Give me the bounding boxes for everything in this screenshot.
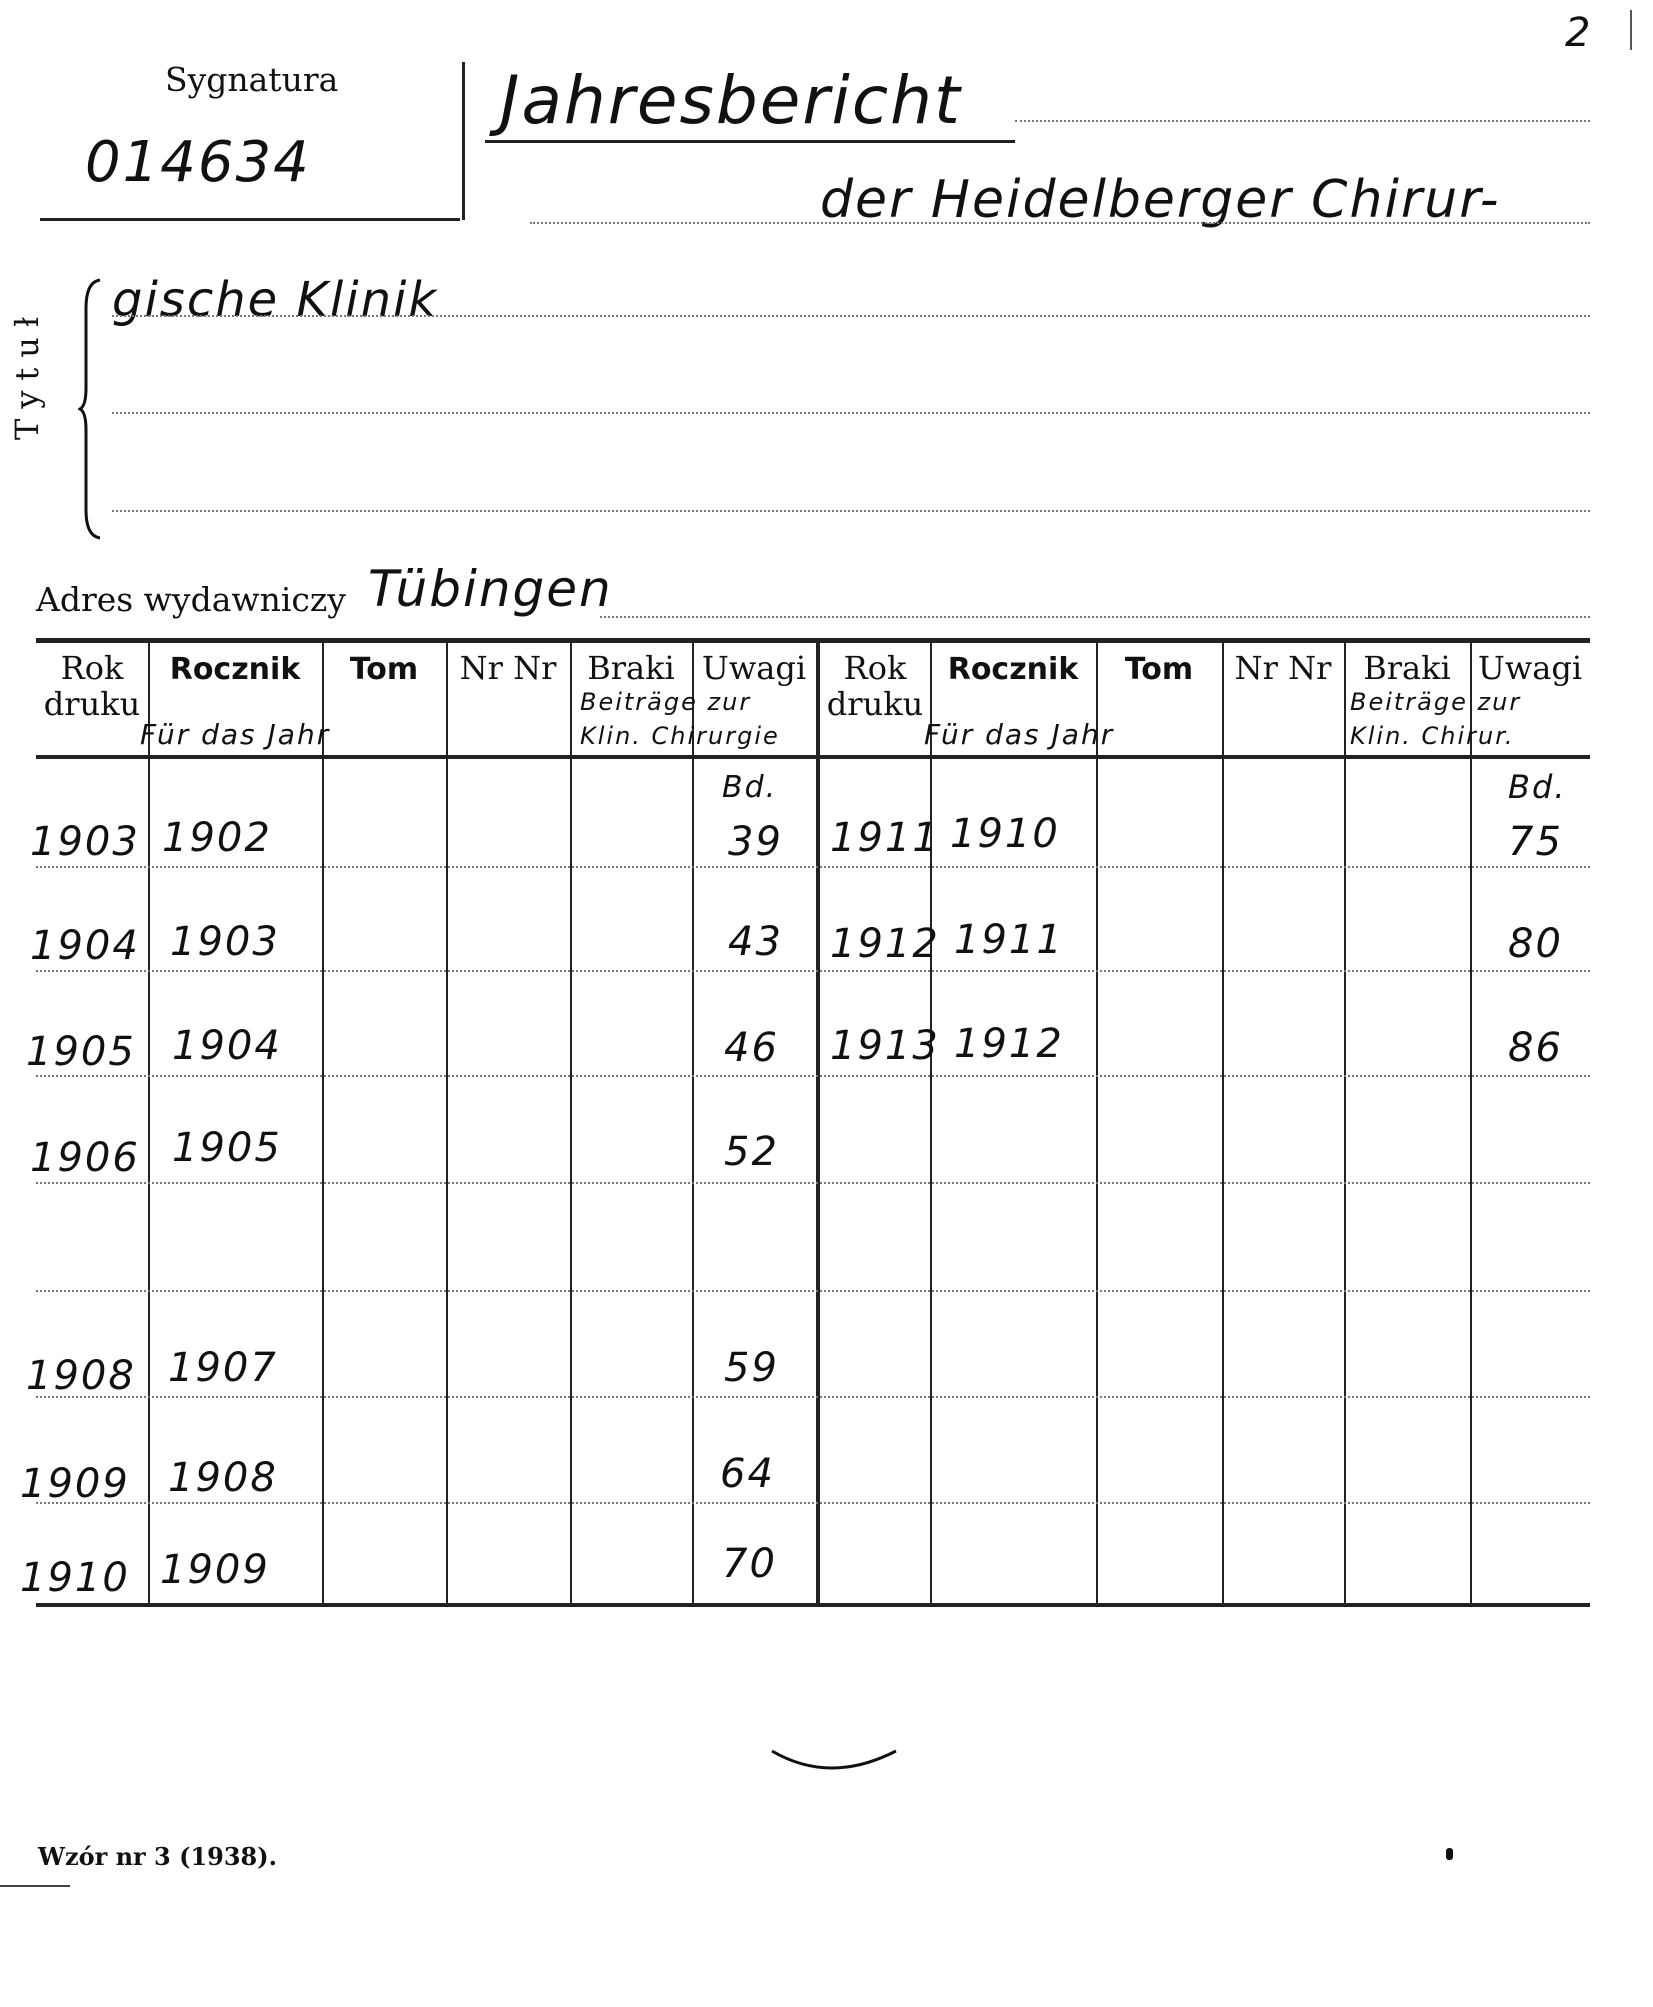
rok-druku-cell: 1909 <box>20 1461 130 1507</box>
rocznik-cell: 1905 <box>172 1125 282 1171</box>
header-rok-druku: Rok druku <box>826 649 924 723</box>
header-nrnr: Nr Nr <box>459 649 557 687</box>
row-separator <box>36 866 1590 868</box>
uwagi-cell: 52 <box>724 1129 779 1175</box>
edge-mark <box>0 1885 70 1887</box>
rok-druku-cell: 1904 <box>30 923 140 969</box>
col-divider <box>570 643 572 1603</box>
uwagi-cell: 43 <box>728 919 783 965</box>
series-note-right-b: Klin. Chirur. <box>1350 722 1515 750</box>
signature-label: Sygnatura <box>165 60 339 99</box>
title-line-2: der Heidelberger Chirur- <box>820 170 1501 230</box>
signature-value: 014634 <box>85 130 311 195</box>
series-note-left-a: Beiträge zur <box>580 688 752 716</box>
rok-druku-cell: 1912 <box>830 921 940 967</box>
table-center-divider <box>816 643 820 1603</box>
rok-druku-cell: 1910 <box>20 1555 130 1601</box>
rocznik-note-left: Für das Jahr <box>140 718 331 751</box>
rocznik-cell: 1910 <box>950 811 1060 857</box>
series-note-right-a: Beiträge zur <box>1350 688 1522 716</box>
title-line-3: gische Klinik <box>112 272 439 328</box>
header-tom: Tom <box>1124 652 1194 687</box>
row-separator <box>36 970 1590 972</box>
rok-druku-cell: 1903 <box>30 819 140 865</box>
row-separator <box>36 1075 1590 1077</box>
rocznik-cell: 1909 <box>160 1547 270 1593</box>
rok-druku-cell: 1913 <box>830 1023 940 1069</box>
rocznik-cell: 1902 <box>162 815 272 861</box>
uwagi-cell: 75 <box>1508 819 1563 865</box>
rocznik-cell: 1904 <box>172 1023 282 1069</box>
ink-dot <box>1446 1848 1453 1860</box>
rok-druku-cell: 1906 <box>30 1135 140 1181</box>
bd-label-right: Bd. <box>1508 768 1567 806</box>
row-separator <box>36 1182 1590 1184</box>
title-underline <box>485 140 1015 143</box>
row-separator <box>36 1502 1590 1504</box>
series-note-left-b: Klin. Chirurgie <box>580 722 780 750</box>
col-divider <box>692 643 694 1603</box>
uwagi-cell: 64 <box>720 1451 775 1497</box>
header-rocznik: Rocznik <box>947 652 1079 687</box>
col-divider <box>1344 643 1346 1603</box>
rocznik-note-right: Für das Jahr <box>924 718 1115 751</box>
header-braki: Braki <box>587 649 675 687</box>
publisher-label: Adres wydawniczy <box>36 580 346 619</box>
dotted-line <box>112 510 1590 512</box>
col-divider <box>1096 643 1098 1603</box>
rocznik-cell: 1907 <box>168 1345 278 1391</box>
rocznik-cell: 1903 <box>170 919 280 965</box>
signature-divider <box>462 62 465 220</box>
row-separator <box>36 1290 1590 1292</box>
signature-underline <box>40 218 460 221</box>
col-divider <box>930 643 932 1603</box>
col-divider <box>148 643 150 1603</box>
header-uwagi: Uwagi <box>701 649 807 687</box>
uwagi-cell: 80 <box>1508 921 1563 967</box>
dotted-line <box>530 222 1590 224</box>
dotted-line <box>600 616 1590 618</box>
title-side-label: Tytuł <box>8 306 46 440</box>
table-top-rule <box>36 638 1590 643</box>
rok-druku-cell: 1911 <box>830 815 940 861</box>
table-bottom-rule <box>36 1603 1590 1607</box>
form-footer: Wzór nr 3 (1938). <box>38 1842 277 1871</box>
title-line-1: Jahresbericht <box>500 62 962 139</box>
dotted-line <box>1015 120 1590 122</box>
rok-druku-cell: 1905 <box>26 1029 136 1075</box>
uwagi-cell: 86 <box>1508 1025 1563 1071</box>
rok-druku-cell: 1908 <box>26 1353 136 1399</box>
rocznik-cell: 1908 <box>168 1455 278 1501</box>
dotted-line <box>112 315 1590 317</box>
header-nrnr: Nr Nr <box>1234 649 1332 687</box>
header-uwagi: Uwagi <box>1477 649 1583 687</box>
col-divider <box>1222 643 1224 1603</box>
uwagi-cell: 70 <box>722 1541 777 1587</box>
uwagi-cell: 46 <box>724 1025 779 1071</box>
bd-label-left: Bd. <box>722 770 778 805</box>
col-divider <box>1470 643 1472 1603</box>
publisher-value: Tübingen <box>368 560 613 618</box>
page-number: 2 <box>1565 10 1593 56</box>
header-tom: Tom <box>349 652 419 687</box>
rocznik-cell: 1912 <box>954 1021 1064 1067</box>
uwagi-cell: 39 <box>728 819 783 865</box>
table-header-rule <box>36 755 1590 759</box>
header-rok-druku: Rok druku <box>43 649 141 723</box>
row-separator <box>36 1396 1590 1398</box>
header-braki: Braki <box>1363 649 1451 687</box>
rocznik-cell: 1911 <box>954 917 1064 963</box>
uwagi-cell: 59 <box>724 1345 779 1391</box>
closing-flourish <box>770 1745 900 1785</box>
dotted-line <box>112 412 1590 414</box>
edge-mark <box>1630 10 1632 50</box>
col-divider <box>322 643 324 1603</box>
header-rocznik: Rocznik <box>169 652 301 687</box>
title-brace <box>78 278 108 540</box>
col-divider <box>446 643 448 1603</box>
